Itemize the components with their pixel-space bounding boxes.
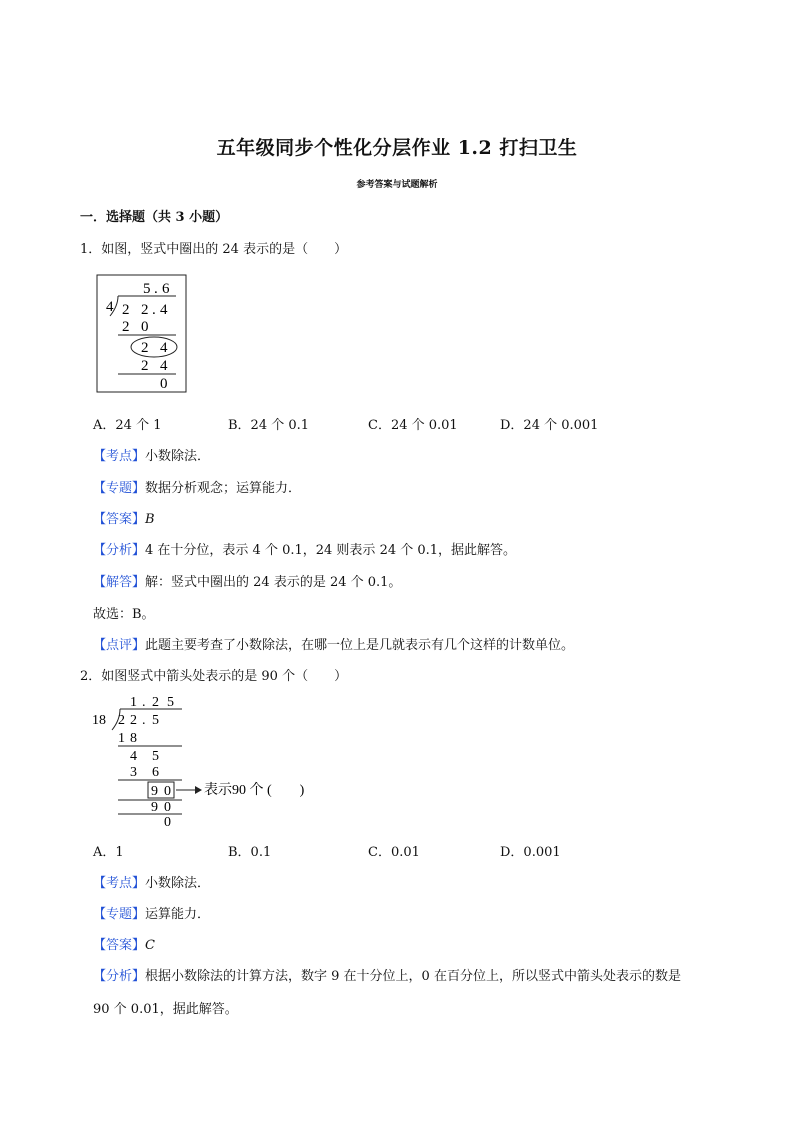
q1-dividend-d1: 2 <box>122 302 130 318</box>
q2-divisor: 18 <box>92 713 106 728</box>
document-title: 五年级同步个性化分层作业 1.2 打扫卫生 <box>216 137 578 159</box>
q2-kaodian-tag: 【考点】 <box>93 876 146 891</box>
q2-daan-text: C <box>145 938 155 953</box>
q2-row4-d1: 9 <box>151 784 158 799</box>
q1-row3-d2: 4 <box>160 358 168 374</box>
q2-option-d: D．0.001 <box>500 845 561 860</box>
q1-quotient-d1: 5 <box>143 281 151 297</box>
q2-row5-d1: 9 <box>151 800 158 815</box>
q2-daan <box>93 934 155 953</box>
q1-daan-tag: 【答案】 <box>93 512 146 527</box>
q2-option-a: A．1 <box>93 845 124 860</box>
q1-jieda <box>93 571 401 590</box>
q2-dividend-d2: 2 <box>130 713 137 728</box>
q2-quotient-d3: 5 <box>167 695 174 710</box>
q1-option-b: B．24 个 0.1 <box>228 418 310 433</box>
q2-zhuanti-tag: 【专题】 <box>93 907 146 922</box>
q1-daan-text: B <box>145 512 155 527</box>
q2-arrow-label: 表示90 个 ( ) <box>204 783 305 798</box>
q2-stem: 2．如图竖式中箭头处表示的是 90 个（ ） <box>80 669 348 684</box>
q1-dianping-tag: 【点评】 <box>93 638 146 653</box>
q1-zhuanti-text: 数据分析观念；运算能力． <box>145 481 302 496</box>
q2-kaodian-text: 小数除法． <box>145 876 211 891</box>
q2-zhuanti <box>93 903 210 922</box>
q1-daan <box>93 508 155 527</box>
q2-fenxi-continued: 90 个 0.01，据此解答。 <box>93 1002 238 1017</box>
q1-quotient-point: . <box>154 281 158 297</box>
q1-zhuanti-tag: 【专题】 <box>93 481 146 496</box>
q2-row1-d2: 8 <box>130 731 137 746</box>
q1-row2-d1: 2 <box>141 340 149 356</box>
q1-kaodian-tag: 【考点】 <box>93 449 146 464</box>
q1-zhuanti <box>93 477 301 496</box>
q1-row1-d2: 0 <box>141 319 149 335</box>
q1-fenxi-text: 4 在十分位，表示 4 个 0.1，24 则表示 24 个 0.1，据此解答。 <box>145 543 517 558</box>
q1-dianping <box>93 634 574 653</box>
q2-arrow-head <box>195 786 202 794</box>
q1-row1-d1: 2 <box>122 319 130 335</box>
q1-jieda-tag: 【解答】 <box>93 575 146 590</box>
q1-quotient-d2: 6 <box>162 281 170 297</box>
q1-jieda-text: 解：竖式中圈出的 24 表示的是 24 个 0.1。 <box>145 575 402 590</box>
q1-division-figure <box>96 274 188 394</box>
q2-option-b: B．0.1 <box>228 845 272 860</box>
q2-dividend-point: . <box>142 713 146 728</box>
q2-option-c: C．0.01 <box>368 845 420 860</box>
q1-dianping-text: 此题主要考查了小数除法，在哪一位上是几就表示有几个这样的计数单位。 <box>145 638 575 653</box>
q1-fenxi <box>93 539 516 558</box>
q2-row4-d2: 0 <box>164 784 171 799</box>
q2-row3-d1: 3 <box>130 765 137 780</box>
q1-dividend-point: . <box>152 302 156 318</box>
q1-dividend-d3: 4 <box>160 302 168 318</box>
q2-remainder: 0 <box>164 815 171 830</box>
q2-dividend-d3: 5 <box>152 713 159 728</box>
q1-dividend-d2: 2 <box>141 302 149 318</box>
q2-quotient-d1: 1 <box>130 695 137 710</box>
q2-row5-d2: 0 <box>164 800 171 815</box>
q1-circle-mark <box>131 337 177 357</box>
q2-row3-d2: 6 <box>152 765 159 780</box>
q1-stem: 1．如图，竖式中圈出的 24 表示的是（ ） <box>80 242 348 257</box>
q2-division-figure <box>90 690 330 830</box>
q2-quotient-d2: 2 <box>152 695 159 710</box>
section-heading: 一．选择题（共 3 小题） <box>80 210 229 225</box>
q1-remainder: 0 <box>160 376 168 392</box>
q2-row1-d1: 1 <box>118 731 125 746</box>
q2-row2-d2: 5 <box>152 749 159 764</box>
document-subtitle: 参考答案与试题解析 <box>356 180 438 190</box>
q2-fenxi <box>93 965 681 984</box>
q2-kaodian <box>93 872 210 891</box>
q2-dividend-d1: 2 <box>118 713 125 728</box>
q1-fenxi-tag: 【分析】 <box>93 543 146 558</box>
q2-quotient-point: . <box>142 695 146 710</box>
q2-row2-d1: 4 <box>130 749 137 764</box>
q1-option-a: A．24 个 1 <box>93 418 162 433</box>
q1-divisor: 4 <box>106 299 114 315</box>
q1-kaodian <box>93 445 210 464</box>
q2-fenxi-tag: 【分析】 <box>93 969 146 984</box>
q1-option-d: D．24 个 0.001 <box>500 418 599 433</box>
q2-zhuanti-text: 运算能力． <box>145 907 211 922</box>
q2-daan-tag: 【答案】 <box>93 938 146 953</box>
q1-option-c: C．24 个 0.01 <box>368 418 458 433</box>
q1-guxuan: 故选：B。 <box>93 607 155 622</box>
q1-row2-d2: 4 <box>160 340 168 356</box>
q1-row3-d1: 2 <box>141 358 149 374</box>
q2-fenxi-text-1: 根据小数除法的计算方法，数字 9 在十分位上，0 在百分位上，所以竖式中箭头处表示的数是 <box>145 969 681 984</box>
q1-kaodian-text: 小数除法． <box>145 449 211 464</box>
